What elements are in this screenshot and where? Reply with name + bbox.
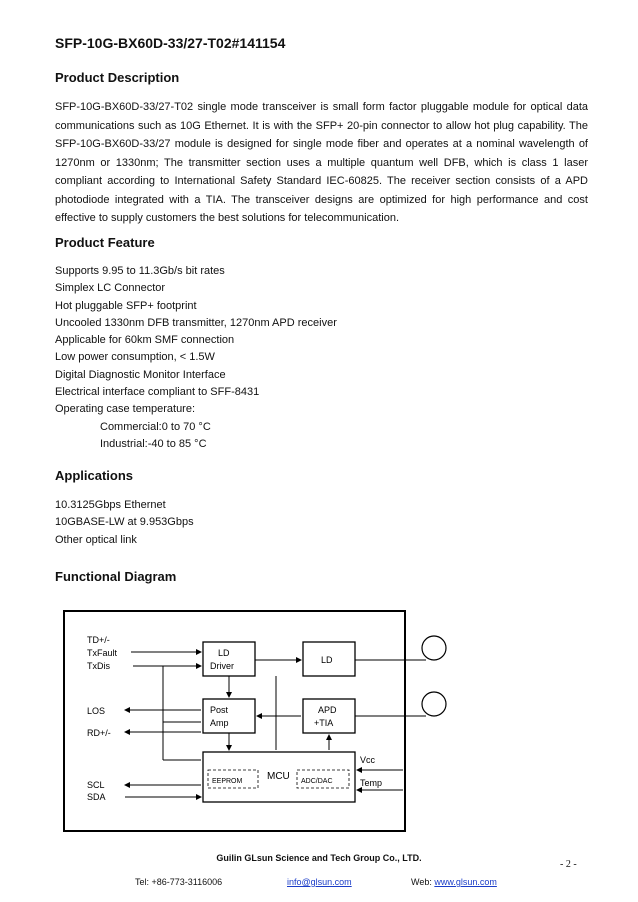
footer-email-link[interactable]: info@glsun.com	[287, 877, 352, 887]
list-subitem: Commercial:0 to 70 °C	[100, 420, 211, 433]
adc-dac-label: ADC/DAC	[301, 778, 333, 785]
applications-heading: Applications	[55, 468, 134, 483]
list-item: Supports 9.95 to 11.3Gb/s bit rates	[55, 265, 225, 277]
list-item: Simplex LC Connector	[55, 282, 166, 295]
features-heading: Product Feature	[55, 235, 155, 250]
footer-company: Guilin GLsun Science and Tech Group Co., LTD.	[216, 853, 422, 863]
list-item: Digital Diagnostic Monitor Interface	[55, 368, 226, 381]
list-item: Hot pluggable SFP+ footprint	[55, 299, 197, 312]
sda-signal-label: SDA	[87, 792, 106, 802]
list-item: Low power consumption, < 1.5W	[55, 351, 215, 364]
functional-diagram	[63, 610, 406, 832]
list-subitem: Industrial:-40 to 85 °C	[100, 437, 207, 450]
list-item: Electrical interface compliant to SFF-8431	[55, 386, 260, 399]
document-title: SFP-10G-BX60D-33/27-T02#141154	[55, 35, 286, 51]
rd-signal-label: RD+/-	[87, 728, 111, 738]
mcu-label: MCU	[267, 771, 290, 782]
footer-web-link[interactable]: www.glsun.com	[434, 877, 497, 887]
vcc-signal-label: Vcc	[360, 755, 376, 765]
list-item: Other optical link	[55, 533, 137, 546]
footer-web	[411, 877, 497, 887]
temp-signal-label: Temp	[360, 778, 383, 788]
footer-tel: Tel: +86-773-3116006	[135, 877, 223, 887]
list-item: 10.3125Gbps Ethernet	[55, 499, 166, 511]
ld-driver-label-2: Driver	[210, 661, 234, 671]
features-list	[55, 263, 337, 453]
eeprom-label: EEPROM	[212, 778, 243, 785]
description-heading: Product Description	[55, 70, 180, 85]
applications-list	[55, 497, 194, 549]
post-amp-label-2: Amp	[210, 718, 229, 728]
rx-fiber-icon	[422, 692, 446, 716]
los-signal-label: LOS	[87, 706, 106, 716]
description-paragraph: SFP-10G-BX60D-33/27-T02 single mode transceiver is small form factor pluggable module for optical data communications such as 10G Ethernet. It is with the SFP+ 20-pin connector to allow hot plug capability. The SFP-10G-BX60D-33/27 module is designed for single mode fiber and operates at a nominal wavelength of 1270nm or 1330nm; The transmitter section uses a multiple quantum well DFB, which is class 1 laser compliant according to International Safety Standard IEC-60825. The receiver section consists of a APD photodiode integrated with a TIA. The transceiver designs are optimized for high performance and cost effective to supply customers the best solutions for telecommunication.	[55, 101, 588, 224]
ld-label: LD	[321, 655, 333, 665]
txdis-signal-label: TxDis	[87, 661, 110, 671]
list-item: 10GBASE-LW at 9.953Gbps	[55, 516, 194, 529]
post-amp-label-1: Post	[210, 705, 229, 715]
list-item: Applicable for 60km SMF connection	[55, 334, 235, 347]
apd-label-2: +TIA	[314, 718, 334, 728]
ld-driver-label-1: LD	[218, 648, 230, 658]
apd-label-1: APD	[318, 705, 337, 715]
list-item: Operating case temperature:	[55, 403, 196, 416]
footer-web-label: Web:	[411, 877, 435, 887]
txfault-signal-label: TxFault	[87, 648, 118, 658]
tx-fiber-icon	[422, 636, 446, 660]
diagram-heading: Functional Diagram	[55, 569, 177, 584]
list-item: Uncooled 1330nm DFB transmitter, 1270nm APD receiver	[55, 316, 337, 329]
td-signal-label: TD+/-	[87, 635, 110, 645]
page-number: - 2 -	[560, 859, 577, 870]
fiber-connectors	[406, 628, 466, 738]
scl-signal-label: SCL	[87, 780, 105, 790]
